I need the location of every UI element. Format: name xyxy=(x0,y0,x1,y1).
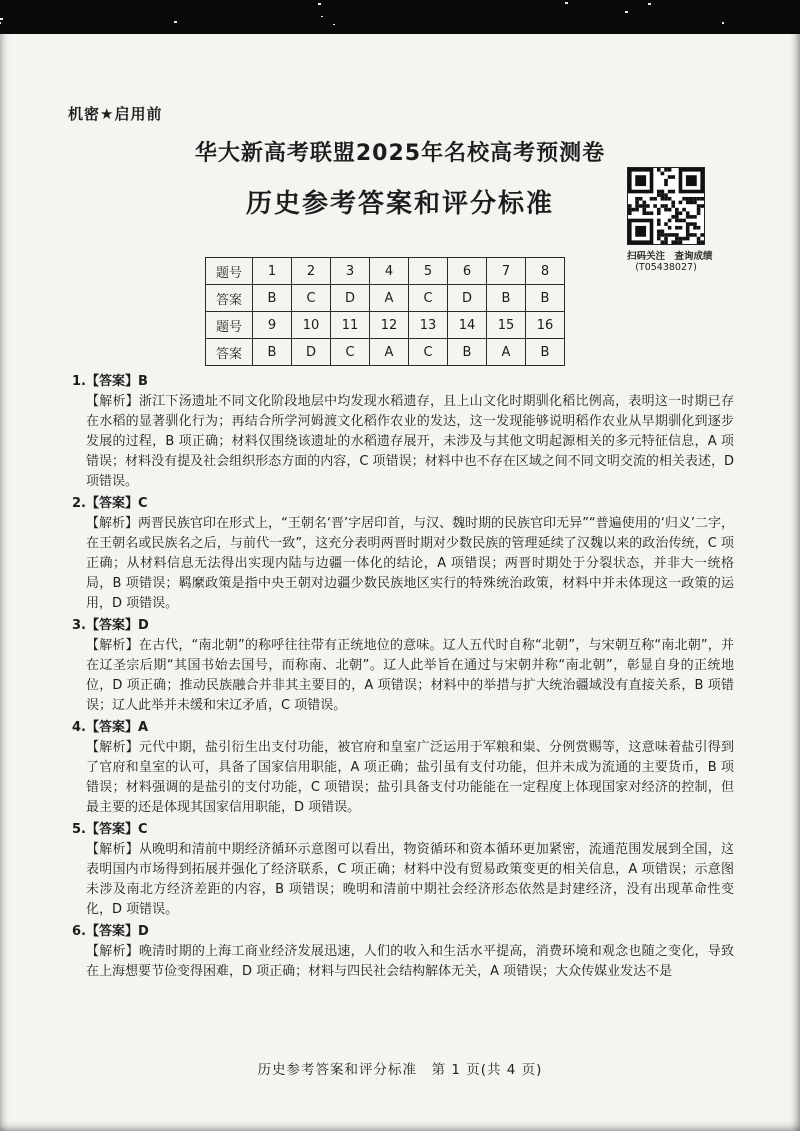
answer-cell: D xyxy=(292,339,331,366)
answer-table xyxy=(205,257,565,366)
row-label: 答案 xyxy=(206,285,253,312)
answer-cell: A xyxy=(370,285,409,312)
question-number: 7 xyxy=(487,258,526,285)
qr-caption: 扫码关注 查询成绩 xyxy=(627,251,713,262)
question-number: 6 xyxy=(448,258,487,285)
qr-block xyxy=(627,167,713,273)
answer-cell: A xyxy=(370,339,409,366)
question-number: 11 xyxy=(331,312,370,339)
answer-key-title: 历史参考答案和评分标准 xyxy=(245,189,554,219)
classification-label: 机密★启用前 xyxy=(68,105,163,123)
answer-cell: B xyxy=(526,285,565,312)
explanation-item xyxy=(72,922,734,982)
qr-code-icon xyxy=(627,167,705,245)
table-row xyxy=(206,285,565,312)
table-row xyxy=(206,339,565,366)
answer-cell: D xyxy=(331,285,370,312)
item-answer-heading: 3.【答案】D xyxy=(72,618,149,633)
explanation-item xyxy=(72,616,734,716)
paper-title: 华大新高考联盟2025年名校高考预测卷 xyxy=(194,141,606,166)
question-number: 13 xyxy=(409,312,448,339)
answer-cell: C xyxy=(409,285,448,312)
question-number: 9 xyxy=(253,312,292,339)
item-analysis: 【解析】两晋民族官印在形式上，“王朝名‘晋’字居印首，与汉、魏时期的民族官印无异”“普遍使用的‘归义’二字，在王朝名或民族名之后，与前代一致”，这充分表明两晋时期对少数民族的管理延续了汉魏以来的政治传统，C 项正确；从材料信息无法得出实现内陆与边疆一体化的结论，A 项错误；两晋时期处于分裂状态，并非大一统格局，B 项错误；羁縻政策是指中央王朝对边疆少数民族地区实行的特殊统治政策，材料中并未体现这一政策的运用，D 项错误。 xyxy=(86,516,734,611)
question-number: 16 xyxy=(526,312,565,339)
table-row xyxy=(206,258,565,285)
item-answer-heading: 2.【答案】C xyxy=(72,496,148,511)
item-answer-heading: 5.【答案】C xyxy=(72,822,148,837)
answer-cell: B xyxy=(526,339,565,366)
explanation-item xyxy=(72,494,734,614)
explanation-item xyxy=(72,820,734,920)
item-analysis: 【解析】元代中期，盐引衍生出支付功能，被官府和皇室广泛运用于军粮和粜、分例赏赐等，这意味着盐引得到了官府和皇室的认可，具备了国家信用职能，A 项正确；盐引虽有支付功能，但并未成为流通的主要货币，B 项错误；材料强调的是盐引的支付功能，C 项错误；盐引具备支付功能能在一定程度上体现国家对经济的控制，但最主要的还是体现其国家信用职能，D 项错误。 xyxy=(86,740,734,815)
answer-cell: B xyxy=(448,339,487,366)
row-label: 题号 xyxy=(206,258,253,285)
question-number: 15 xyxy=(487,312,526,339)
question-number: 8 xyxy=(526,258,565,285)
answer-cell: C xyxy=(331,339,370,366)
row-label: 答案 xyxy=(206,339,253,366)
answer-cell: B xyxy=(487,285,526,312)
item-answer-heading: 1.【答案】B xyxy=(72,374,148,389)
explanation-item xyxy=(72,718,734,818)
answer-cell: D xyxy=(448,285,487,312)
item-analysis: 【解析】浙江下汤遗址不同文化阶段地层中均发现水稻遗存，且上山文化时期驯化稻比例高，表明这一时期已存在水稻的显著驯化行为；再结合所学河姆渡文化稻作农业的发达，这一发现能够说明稻作农业从早期驯化到逐步发展的过程，B 项正确；材料仅围绕该遗址的水稻遗存展开，未涉及与其他文明起源相关的多元特征信息，A 项错误；材料没有提及社会组织形态方面的内容，C 项错误；材料中也不存在区域之间不同文明交流的相关表述，D 项错误。 xyxy=(86,394,734,489)
question-number: 3 xyxy=(331,258,370,285)
answer-cell: A xyxy=(487,339,526,366)
item-analysis: 【解析】在古代，“南北朝”的称呼往往带有正统地位的意味。辽人五代时自称“北朝”，与宋朝互称“南北朝”，并在辽圣宗后期“其国书始去国号，而称南、北朝”。辽人此举旨在通过与宋朝并称“南北朝”，彰显自身的正统地位，D 项正确；推动民族融合并非其主要目的，A 项错误；材料中的举措与扩大统治疆域没有直接关系，B 项错误；辽人此举并未缓和宋辽矛盾，C 项错误。 xyxy=(86,638,734,713)
scan-artifact-bar xyxy=(0,0,800,34)
question-number: 10 xyxy=(292,312,331,339)
answer-cell: C xyxy=(292,285,331,312)
qr-code-number: (T05438027) xyxy=(635,262,697,273)
answer-explanations xyxy=(72,372,734,984)
item-answer-heading: 6.【答案】D xyxy=(72,924,149,939)
answer-cell: B xyxy=(253,339,292,366)
item-analysis: 【解析】晚清时期的上海工商业经济发展迅速，人们的收入和生活水平提高，消费环境和观念也随之变化，导致在上海想要节俭变得困难，D 项正确；材料与四民社会结构解体无关，A 项错误；大众传媒业发达不是 xyxy=(86,944,734,979)
question-number: 4 xyxy=(370,258,409,285)
answer-cell: C xyxy=(409,339,448,366)
answer-cell: B xyxy=(253,285,292,312)
question-number: 12 xyxy=(370,312,409,339)
question-number: 5 xyxy=(409,258,448,285)
explanation-item xyxy=(72,372,734,492)
question-number: 14 xyxy=(448,312,487,339)
table-row xyxy=(206,312,565,339)
page-footer: 历史参考答案和评分标准 第 1 页(共 4 页) xyxy=(257,1062,543,1078)
question-number: 2 xyxy=(292,258,331,285)
item-answer-heading: 4.【答案】A xyxy=(72,720,149,735)
row-label: 题号 xyxy=(206,312,253,339)
question-number: 1 xyxy=(253,258,292,285)
item-analysis: 【解析】从晚明和清前中期经济循环示意图可以看出，物资循环和资本循环更加紧密，流通范围发展到全国，这表明国内市场得到拓展并强化了经济联系，C 项正确；材料中没有贸易政策变更的相关信息，A 项错误；示意图未涉及南北方经济差距的内容，B 项错误；晚明和清前中期社会经济形态依然是封建经济，没有出现革命性变化，D 项错误。 xyxy=(86,842,734,917)
